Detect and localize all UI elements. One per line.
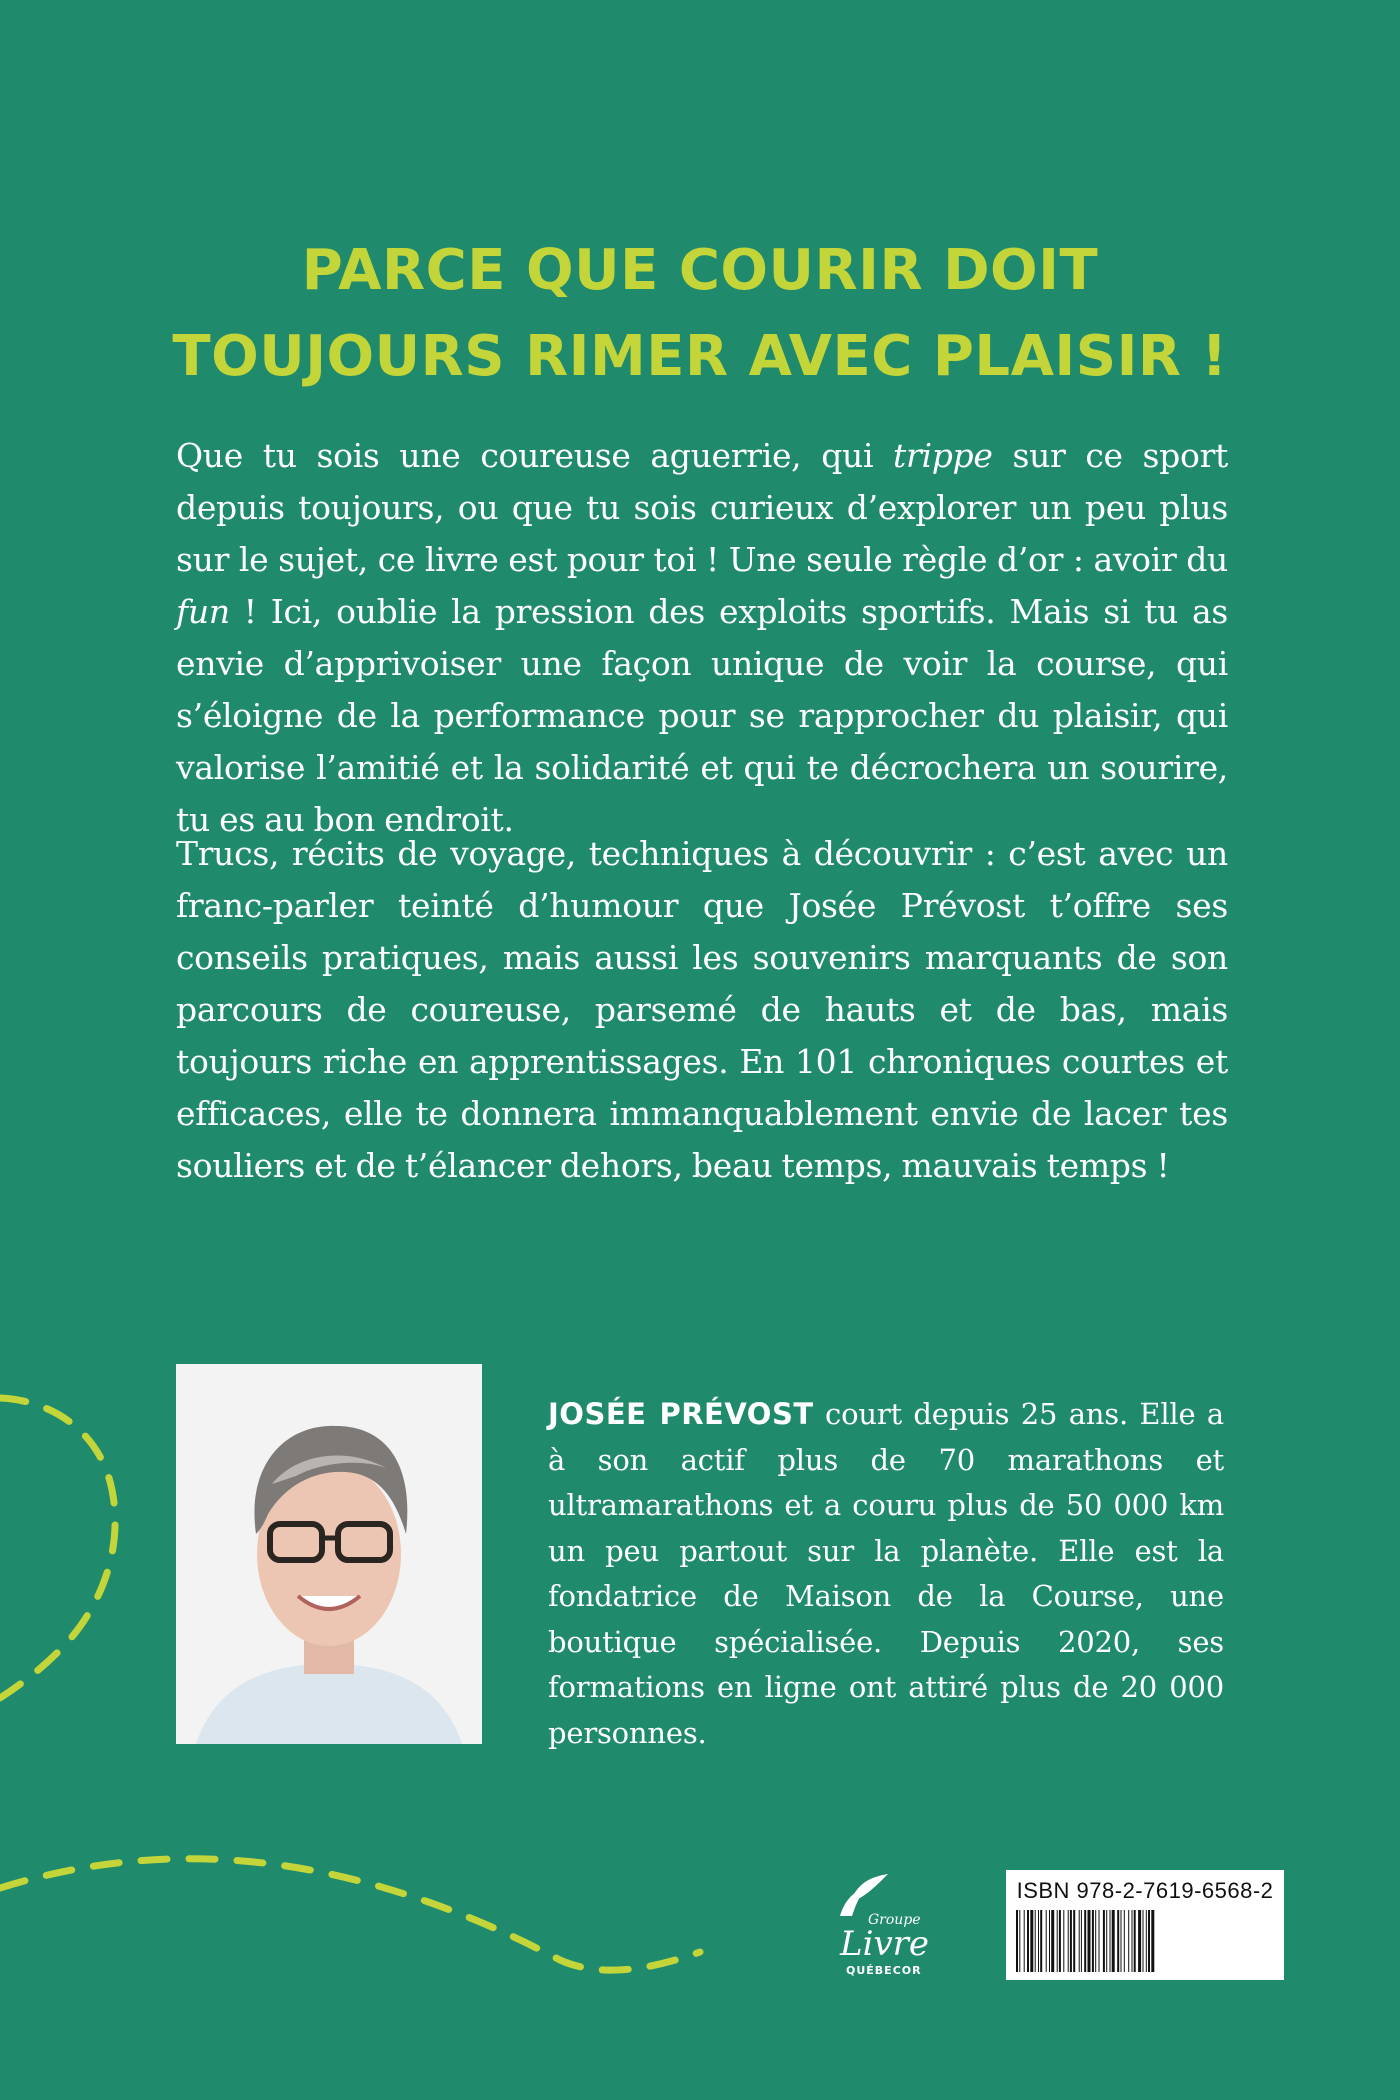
publisher-groupe: Groupe xyxy=(868,1912,921,1928)
p1-italic-2: fun xyxy=(176,592,230,631)
headline xyxy=(0,228,1400,400)
publisher-livre: Livre xyxy=(840,1924,930,1964)
author-photo xyxy=(176,1364,482,1744)
barcode-bar xyxy=(1049,1910,1050,1972)
publisher-logo xyxy=(810,1872,960,1982)
isbn-label: ISBN 978-2-7619-6568-2 xyxy=(1016,1878,1274,1903)
barcode-bar xyxy=(1040,1910,1042,1972)
barcode-bar xyxy=(1035,1910,1036,1972)
barcode-bar xyxy=(1088,1910,1091,1972)
barcode-graphic xyxy=(1016,1910,1274,1972)
barcode-bar xyxy=(1070,1910,1072,1972)
publisher-quebecor: QUÉBECOR xyxy=(846,1964,922,1977)
barcode-bar xyxy=(1138,1910,1141,1972)
p1-text-1: Que tu sois une coureuse aguerrie, qui xyxy=(176,436,894,475)
barcode-bar xyxy=(1057,1910,1058,1972)
barcode-bar xyxy=(1117,1910,1119,1972)
barcode-bar xyxy=(1099,1910,1100,1972)
author-bio xyxy=(548,1392,1224,1756)
barcode-bar xyxy=(1128,1910,1129,1972)
author-bio-text: court depuis 25 ans. Elle a à son actif plus de 70 marathons et ultramarathons et a couru plus de 50 000 km un peu partout sur la planète. Elle est la fondatrice de Maison de la Course, une boutique spécialisée. Depuis 2020, ses formations en ligne ont attiré plus de 20 000 personnes. xyxy=(548,1397,1224,1750)
barcode-bar xyxy=(1027,1910,1029,1972)
barcode-bar xyxy=(1143,1910,1144,1972)
barcode-bar xyxy=(1024,1910,1025,1972)
barcode-bar xyxy=(1148,1910,1150,1972)
author-name: JOSÉE PRÉVOST xyxy=(548,1397,814,1431)
barcode-bar xyxy=(1051,1910,1054,1972)
barcode-bar xyxy=(1068,1910,1069,1972)
barcode-bar xyxy=(1112,1910,1115,1972)
barcode-bar xyxy=(1079,1910,1080,1972)
barcode-bar xyxy=(1063,1910,1064,1972)
p1-italic-1: trippe xyxy=(893,436,993,475)
headline-line-1: PARCE QUE COURIR DOIT xyxy=(301,237,1099,303)
barcode-bar xyxy=(1073,1910,1075,1972)
barcode-bar xyxy=(1134,1910,1136,1972)
barcode-bar xyxy=(1019,1910,1020,1972)
dashed-trail-left xyxy=(0,1380,150,1710)
description-paragraph-1 xyxy=(176,430,1228,846)
barcode-bar xyxy=(1092,1910,1094,1972)
headline-line-2: TOUJOURS RIMER AVEC PLAISIR ! xyxy=(172,323,1228,389)
p1-text-3: ! Ici, oublie la pression des exploits sportifs. Mais si tu as envie d’apprivoiser une façon unique de voir la course, qui s’éloigne de la performance pour se rapprocher du plaisir, qui valorise l’amitié et la solidarité et qui te décrochera un sourire, tu es au bon endroit. xyxy=(176,592,1228,839)
barcode-bar xyxy=(1151,1910,1154,1972)
barcode-bar xyxy=(1103,1910,1105,1972)
author-portrait-illustration xyxy=(176,1364,482,1744)
description-paragraph-2: Trucs, récits de voyage, techniques à découvrir : c’est avec un franc-parler teinté d’humour que Josée Prévost t’offre ses conseils pratiques, mais aussi les souvenirs marquants de son parcours de coureuse, parsemé de hauts et de bas, mais toujours riche en apprentissages. En 101 chroniques courtes et efficaces, elle te donnera immanquablement envie de lacer tes souliers et de t’élancer dehors, beau temps, mauvais temps ! xyxy=(176,834,1228,1185)
p1-text-2: sur ce sport depuis toujours, ou que tu sois curieux d’explorer un peu plus sur le sujet, ce livre est pour toi ! Une seule règle d’or : avoir du xyxy=(176,436,1229,579)
barcode-bar xyxy=(1124,1910,1125,1972)
barcode-bar xyxy=(1030,1910,1033,1972)
barcode-bar xyxy=(1059,1910,1061,1972)
barcode-bar xyxy=(1146,1910,1147,1972)
barcode-bar xyxy=(1121,1910,1122,1972)
dashed-trail-bottom xyxy=(0,1820,740,1990)
barcode-bar xyxy=(1095,1910,1096,1972)
barcode-bar xyxy=(1110,1910,1111,1972)
barcode-bar xyxy=(1038,1910,1039,1972)
isbn-barcode-box xyxy=(1006,1870,1284,1980)
barcode-bar xyxy=(1016,1910,1018,1972)
barcode-bar xyxy=(1046,1910,1047,1972)
barcode-bar xyxy=(1106,1910,1107,1972)
barcode-bar xyxy=(1132,1910,1133,1972)
barcode-bar xyxy=(1084,1910,1086,1972)
barcode-bar xyxy=(1081,1910,1082,1972)
